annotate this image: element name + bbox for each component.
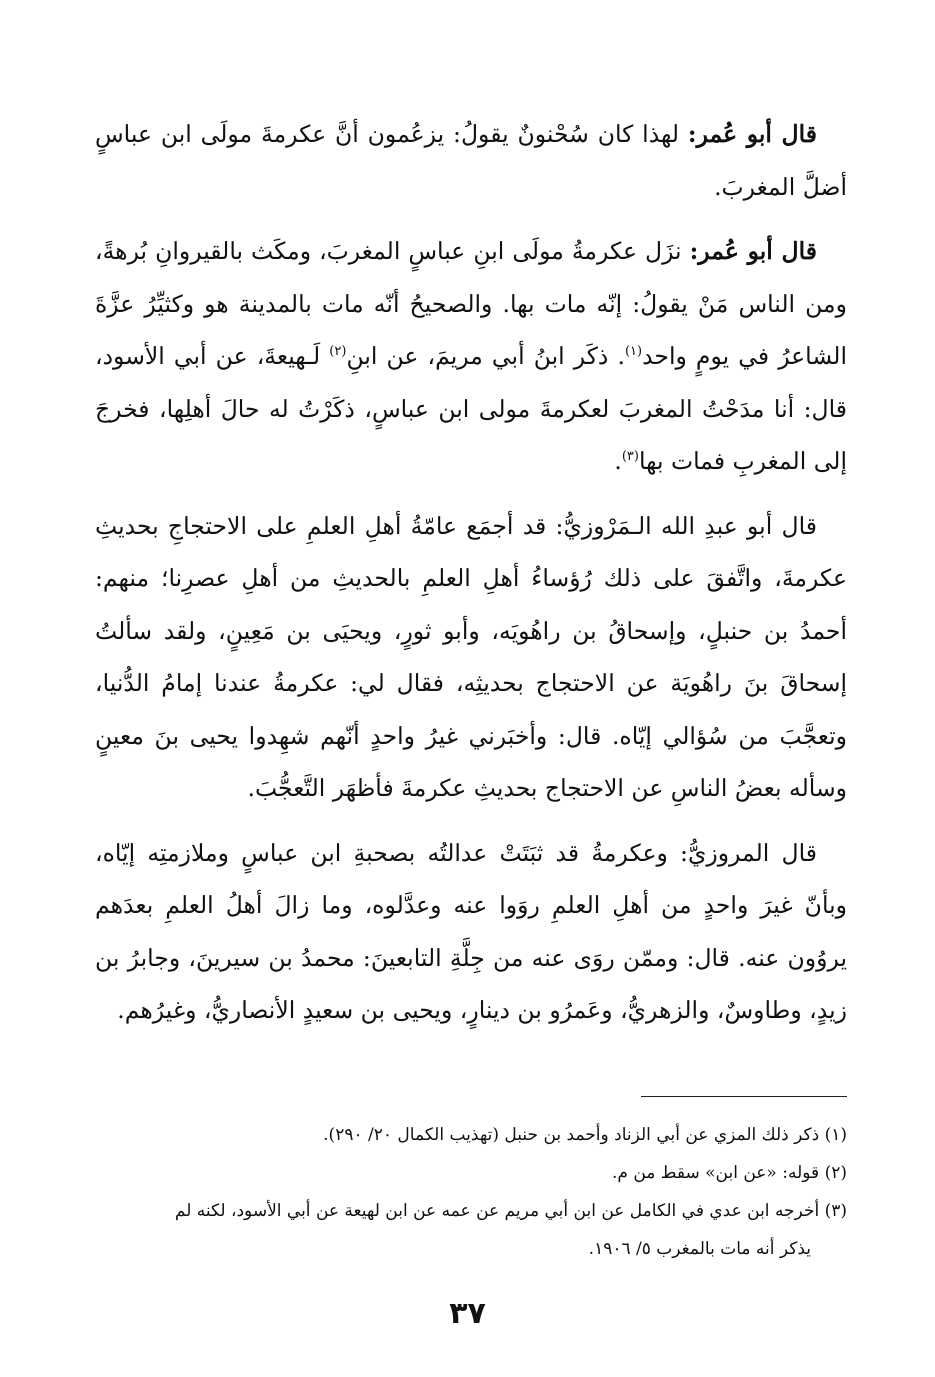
paragraph-2-text-d: .: [614, 447, 622, 475]
main-text: [95, 108, 847, 1049]
footnote-ref-2[interactable]: (٢): [329, 344, 347, 360]
footnote-1: (١) ذكر ذلك المزي عن أبي الزناد وأحمد بن حنبل (تهذيب الكمال ٢٠/ ٢٩٠).: [323, 1125, 847, 1145]
paragraph-2-text-b: . ذكَر ابنُ أبي مريمَ، عن ابنِ: [346, 342, 625, 370]
footnote-3-continuation: يذكر أنه مات بالمغرب ٥/ ١٩٠٦.: [588, 1239, 811, 1259]
paragraph-1: [95, 108, 847, 213]
paragraph-1-text: لهذا كان سُحْنونٌ يقولُ: يزعُمون أنَّ عكرمةَ مولَى ابن عباسٍ أضلَّ المغربَ.: [95, 120, 847, 201]
footnote-ref-3[interactable]: (٣): [621, 449, 639, 465]
page-number: ٣٧: [449, 1296, 486, 1331]
paragraph-2-text-c: لَـهيعةَ، عن أبي الأسود، قال: أنا مدَحْتُ المغربَ لعكرمةَ مولى ابن عباسٍ، ذكَرْتُ له حالَ أهلِها، فخرجَ إلى المغربِ فمات بها: [95, 342, 847, 475]
paragraph-2: [95, 225, 847, 488]
footnote-3: (٣) أخرجه ابن عدي في الكامل عن ابن أبي مريم عن عمه عن ابن لهيعة عن أبي الأسود، لكنه لم: [174, 1201, 847, 1221]
footnote-2: (٢) قوله: «عن ابن» سقط من م.: [611, 1163, 847, 1183]
paragraph-1-speaker: قال أبو عُمر:: [687, 120, 817, 148]
paragraph-3: [95, 500, 847, 815]
paragraph-2-text-a: نزَل عكرمةُ مولَى ابنِ عباسٍ المغربَ، ومكَث بالقيروانِ بُرهةً، ومن الناس مَنْ يقولُ: إنّه مات بها. والصحيحُ أنّه مات بالمدينة هو وكثيِّرُ عزَّةَ الشاعرُ في يومٍ واحد: [95, 237, 847, 370]
footnote-divider: [641, 1096, 847, 1097]
paragraph-3-text: قال أبو عبدِ الله الـمَرْوزيُّ: قد أجمَع عامّةُ أهلِ العلمِ على الاحتجاجِ بحديثِ عكرمةَ، واتَّفقَ على ذلك رُؤساءُ أهلِ العلمِ بالحديثِ من أهلِ عصرِنا؛ منهم: أحمدُ بن حنبلٍ، وإسحاقُ بن راهُويَه، وأبو ثورٍ، ويحيَى بن مَعِينٍ، ولقد سألتُ إسحاقَ بنَ راهُويَة عن الاحتجاج بحديثِه، فقال لي: عكرمةُ عندنا إمامُ الدُّنيا، وتعجَّبَ من سُؤالي إيّاه. قال: وأخبَرني غيرُ واحدٍ أنّهم شهِدوا يحيى بنَ معينٍ وسأله بعضُ الناسِ عن الاحتجاج بحديثِ عكرمةَ فأظهَر التَّعجُّبَ.: [95, 511, 847, 802]
paragraph-4: [95, 827, 847, 1037]
footnotes: [95, 1118, 847, 1266]
paragraph-2-speaker: قال أبو عُمر:: [689, 237, 817, 265]
footnote-ref-1[interactable]: (١): [624, 344, 643, 360]
paragraph-4-text: قال المروزيُّ: وعكرمةُ قد ثبَتَتْ عدالتُه بصحبةِ ابن عباسٍ وملازمتِه إيّاه، وبأنّ غيرَ واحدٍ من أهلِ العلمِ روَوا عنه وعدَّلوه، وما زالَ أهلُ العلمِ بعدَهم يروُون عنه. قال: وممّن روَى عنه من جِلَّةِ التابعينَ: محمدُ بن سيرينَ، وجابرُ بن زيدٍ، وطاوسٌ، والزهريُّ، وعَمرُو بن دينارٍ، ويحيى بن سعيدٍ الأنصاريُّ، وغيرُهم.: [95, 838, 847, 1024]
